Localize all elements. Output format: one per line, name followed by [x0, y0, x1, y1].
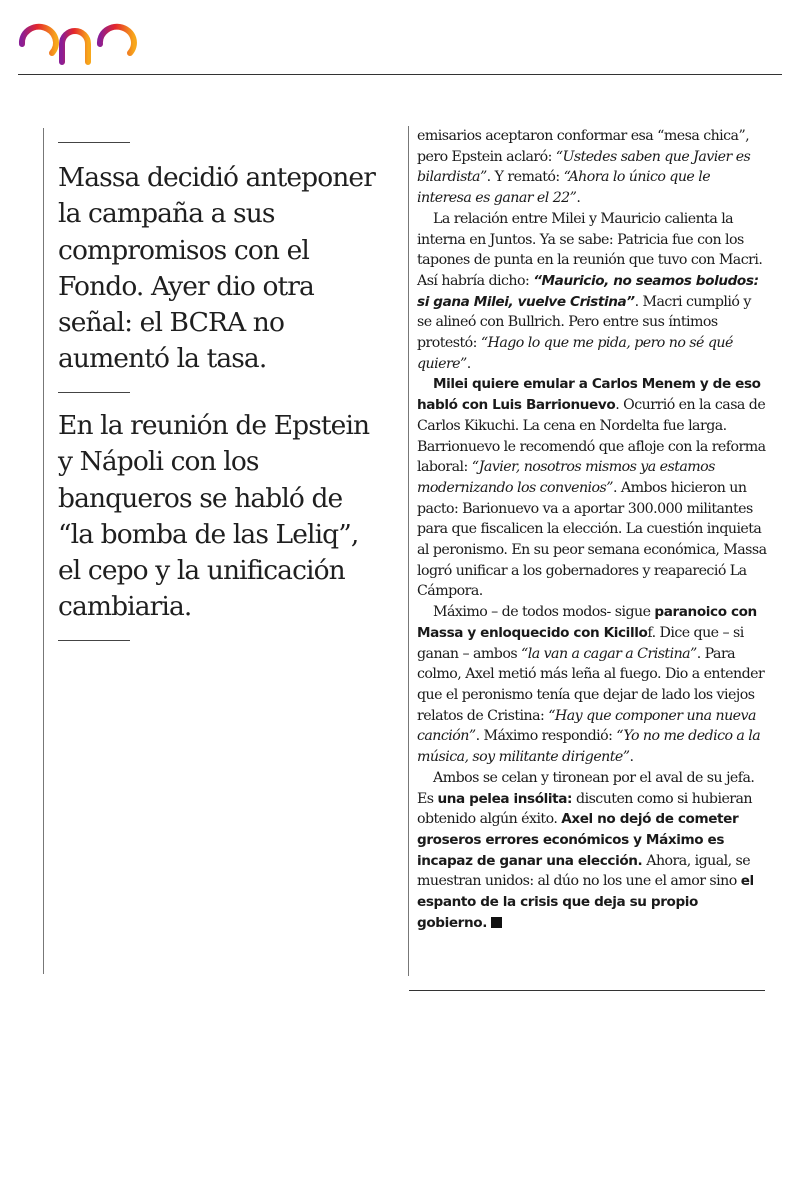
article-column: [408, 126, 767, 976]
paragraph-1: emisarios aceptaron conformar esa “mesa chica”, pero Epstein aclaró: “Ustedes saben que Javier es bilardista”. Y remató: “Ahora lo único que le interesa es ganar el 22”.: [417, 128, 751, 207]
paragraph-2: La relación entre Milei y Mauricio calienta la interna en Juntos. Ya se sabe: Patricia fue con los tapones de punta en la reunión que tuvo con Macri. Así habría dicho: “Mauricio, no seamos boludos: si gana Milei, vuelve Cristina”. Macri cumplió y se alineó con Bullrich. Pero entre sus íntimos protestó: “Hago lo que me pida, pero no sé qué quiere”.: [417, 210, 763, 372]
pullquote-rule: [58, 392, 130, 393]
pullquote-1: Massa decidió anteponer la campaña a sus compromisos con el Fondo. Ayer dio otra señal: el BCRA no aumentó la tasa.: [58, 162, 375, 375]
article-end-divider: [409, 990, 765, 991]
pullquote-rule: [58, 142, 130, 143]
paragraph-3: Milei quiere emular a Carlos Menem y de eso habló con Luis Barrionuevo. Ocurrió en la casa de Carlos Kikuchi. La cena en Nordelta fue larga. Barrionuevo le recomendó que afloje con la reforma laboral: “Javier, nosotros mismos ya estamos modernizando los convenios”. Ambos hicieron un pacto: Barionuevo va a aportar 300.000 militantes para que fiscalicen la elección. La cuestión inquieta al peronismo. En su peor semana económica, Massa logró unificar a los gobernadores y reapareció La Cámpora.: [417, 376, 767, 600]
end-of-article-mark: [491, 917, 502, 928]
pullquote-2: En la reunión de Epstein y Nápoli con los banqueros se habló de “la bomba de las Leliq”, el cepo y la unificación cambiaria.: [58, 410, 370, 623]
pullquote-column: [43, 128, 384, 974]
enel-logo: [18, 6, 183, 66]
pullquote-rule: [58, 640, 130, 641]
header-divider: [18, 74, 782, 75]
paragraph-5: Ambos se celan y tironean por el aval de su jefa. Es una pelea insólita: discuten como si hubieran obtenido algún éxito. Axel no dejó de cometer groseros errores económicos y Máximo es incapaz de ganar una elección. Ahora, igual, se muestran unidos: al dúo no los une el amor sino el espanto de la crisis que deja su propio gobierno.: [417, 769, 755, 931]
paragraph-4: Máximo – de todos modos- sigue paranoico con Massa y enloquecido con Kicillof. Dice que – si ganan – ambos “la van a cagar a Cristina”. Para colmo, Axel metió más leña al fuego. Dio a entender que el peronismo tenía que dejar de lado los viejos relatos de Cristina: “Hay que componer una nueva canción”. Máximo respondió: “Yo no me dedico a la música, soy militante dirigente”.: [417, 604, 765, 766]
